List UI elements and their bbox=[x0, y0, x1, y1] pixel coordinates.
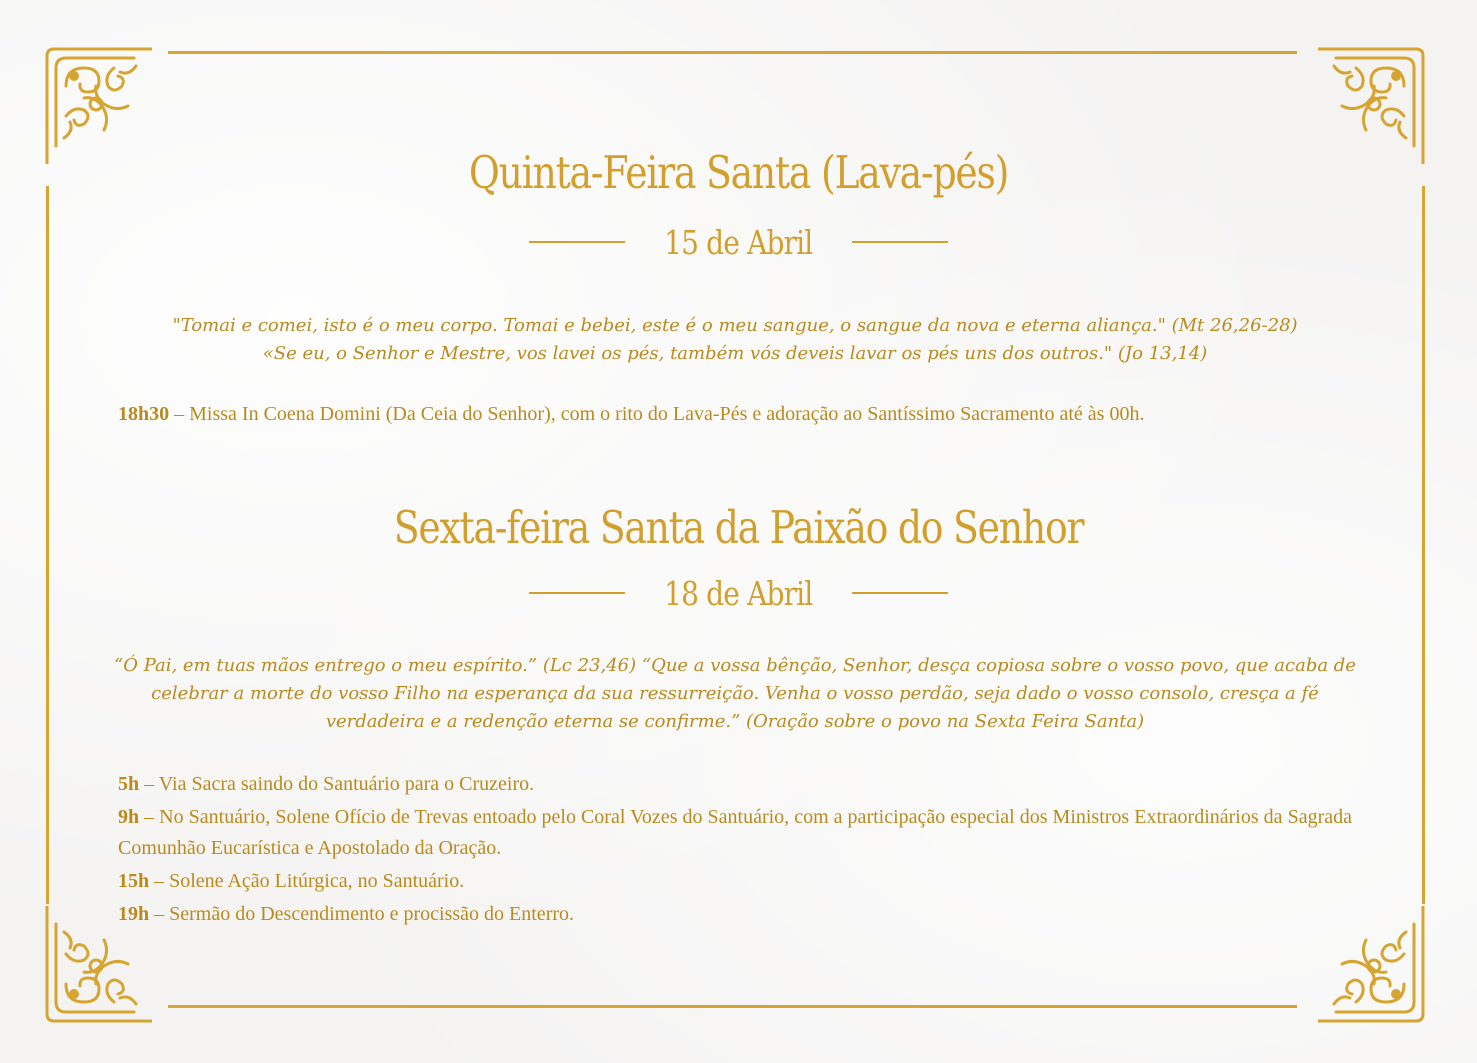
schedule-list bbox=[118, 769, 1352, 932]
date-rule-right bbox=[852, 592, 948, 594]
schedule-item bbox=[118, 802, 1352, 864]
frame-left-line bbox=[46, 186, 49, 904]
section-date-row bbox=[0, 222, 1477, 262]
schedule-time: 15h bbox=[118, 870, 150, 892]
quote-line: «Se eu, o Senhor e Mestre, vos lavei os pés, também vós deveis lavar os pés uns dos outros." (Jo 13,14) bbox=[262, 343, 1208, 364]
date-rule-left bbox=[529, 241, 625, 243]
section-date-row bbox=[0, 573, 1477, 613]
section-date: 15 de Abril bbox=[664, 222, 813, 262]
section-date: 18 de Abril bbox=[664, 573, 813, 613]
date-rule-right bbox=[852, 241, 948, 243]
schedule-item bbox=[118, 866, 1352, 897]
schedule-time: 18h30 bbox=[118, 403, 170, 425]
schedule-item bbox=[118, 399, 1352, 430]
schedule-list bbox=[118, 399, 1352, 432]
scripture-quote bbox=[110, 312, 1360, 368]
ornament-corner-icon bbox=[44, 46, 152, 164]
schedule-item bbox=[118, 769, 1352, 800]
section-title-quinta-feira: Quinta-Feira Santa (Lava-pés) bbox=[468, 146, 1009, 199]
quote-line: "Tomai e comei, isto é o meu corpo. Tomai e bebei, este é o meu sangue, o sangue da nova e eterna aliança." (Mt 26,26-28) bbox=[172, 315, 1298, 336]
schedule-text: – Missa In Coena Domini (Da Ceia do Senhor), com o rito do Lava-Pés e adoração ao Santíssimo Sacramento até às 00h. bbox=[169, 403, 1145, 425]
frame-right-line bbox=[1422, 186, 1425, 904]
section-title-sexta-feira: Sexta-feira Santa da Paixão do Senhor bbox=[393, 501, 1084, 554]
schedule-text: – No Santuário, Solene Ofício de Trevas entoado pelo Coral Vozes do Santuário, com a participação especial dos Ministros Extraordinários da Sagrada Comunhão Eucarística e Apostolado da Oração. bbox=[118, 806, 1352, 859]
date-rule-left bbox=[529, 592, 625, 594]
frame-bottom-line bbox=[168, 1005, 1297, 1008]
quote-paragraph: “Ó Pai, em tuas mãos entrego o meu espírito.” (Lc 23,46) “Que a vossa bênção, Senhor, desça copiosa sobre o vosso povo, que acaba de celebrar a morte do vosso Filho na esperança da sua ressurreição. Venha o vosso perdão, seja dado o vosso consolo, cresça a fé verdadeira e a redenção eterna se confirme.” (Oração sobre o povo na Sexta Feira Santa) bbox=[114, 655, 1356, 732]
schedule-text: – Sermão do Descendimento e procissão do Enterro. bbox=[149, 903, 575, 925]
ornament-corner-icon bbox=[1318, 46, 1426, 164]
schedule-time: 9h bbox=[118, 806, 140, 828]
frame-top-line bbox=[168, 51, 1297, 54]
schedule-text: – Via Sacra saindo do Santuário para o Cruzeiro. bbox=[139, 773, 535, 795]
schedule-item bbox=[118, 899, 1352, 930]
schedule-time: 5h bbox=[118, 773, 140, 795]
schedule-text: – Solene Ação Litúrgica, no Santuário. bbox=[149, 870, 465, 892]
scripture-quote bbox=[110, 652, 1360, 736]
schedule-time: 19h bbox=[118, 903, 150, 925]
